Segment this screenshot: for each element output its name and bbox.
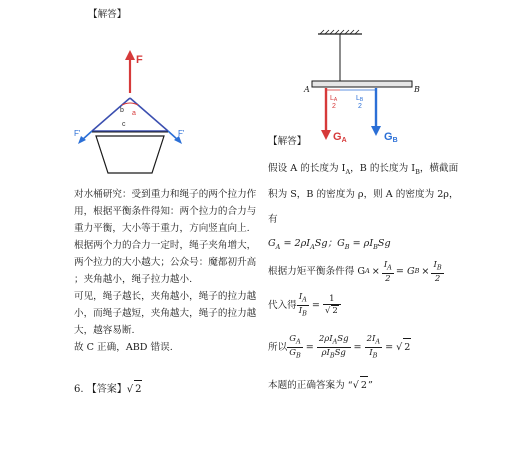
ga-label: GA — [333, 131, 347, 144]
fraction: $\frac{1}{√ 2}$ — [323, 294, 341, 316]
eq-torque: 根据力矩平衡条件得 G A × $\frac{I_A}{2}$ = G B × $\frac{I_B}{2}$ — [268, 260, 442, 284]
left-para1 — [74, 186, 256, 356]
sqrt-sign: √ — [126, 384, 134, 395]
bucket-shape — [96, 136, 164, 173]
fraction: $\frac{I_B}{2}$ — [433, 260, 442, 284]
beam-figure — [300, 28, 430, 148]
left-heading: 【解答】 — [88, 9, 127, 20]
para1-line: 用，根据平衡条件得知：两个拉力的合力与 — [74, 206, 257, 217]
eq-substitute: 代入得 $\frac{I_A}{I_B}$ = $\frac{1}{√ 2}$ — [268, 292, 341, 318]
fraction: $\frac{G_A}{G_B}$ — [289, 334, 301, 360]
la-label: LA — [330, 95, 338, 103]
gb-label: GB — [384, 131, 398, 144]
right-heading: 【解答】 — [268, 136, 307, 147]
angle-c-label: c — [122, 121, 126, 128]
gb-arrowhead — [371, 126, 381, 136]
angle-b-label: b — [120, 107, 124, 114]
ga-arrowhead — [321, 130, 331, 140]
fraction: $\frac{2I_A}{I_B}$ — [366, 334, 381, 360]
para1-line: ；夹角越小，绳子拉力越小. — [74, 274, 193, 285]
la-two: 2 — [332, 103, 336, 110]
eq-gravity: $G_A = 2\rho I_ASg$；$G_B = \rho I_BSg$ — [268, 238, 391, 251]
fraction: $\frac{I_A}{I_B}$ — [298, 292, 307, 318]
angle-a-label: a — [132, 110, 136, 117]
fraction: $\frac{I_A}{2}$ — [383, 260, 392, 284]
final-answer: 本题的正确答案为 “√ 2” — [268, 376, 373, 394]
para2-line: 可见，绳子越长，夹角越小，绳子的拉力越 — [74, 291, 257, 302]
beam-rod — [312, 81, 412, 87]
lb-two: 2 — [358, 103, 362, 110]
para1-line: 两个拉力的大小越大；公众号：魔都初升高 — [74, 257, 257, 268]
beam-label-b: B — [414, 85, 420, 94]
force-fl-label: F' — [74, 129, 81, 138]
conclusion-line: 故 C 正确，ABD 错误. — [74, 342, 173, 353]
force-f-arrowhead — [125, 50, 135, 60]
right-line1: 假设 A 的长度为 $I_A$，B 的长度为 $I_B$，横截面 — [268, 163, 459, 176]
force-f-label: F — [136, 54, 143, 66]
para1-line: 根据两个力的合力一定时，绳子夹角增大， — [74, 240, 257, 251]
right-line2: 积为 S，B 的密度为 ρ，则 A 的密度为 2ρ， — [268, 189, 459, 200]
lb-label: LB — [356, 95, 364, 103]
beam-label-a: A — [304, 85, 310, 94]
para2-line: 小，而绳子越短，夹角越大，绳子的拉力越 — [74, 308, 257, 319]
force-fr-label: F' — [178, 129, 185, 138]
answer-prefix: 6. 【答案】 — [74, 384, 127, 395]
eq-result: 所以 $\frac{G_A}{G_B}$ = $\frac{2\rho I_ASg}{\rho I_BSg}$ = $\frac{2I_A}{I_B}$ = √ 2 — [268, 334, 411, 360]
right-line3: 有 — [268, 214, 278, 225]
answer-line — [74, 380, 142, 398]
para1-line: 对水桶研究：受到重力和绳子的两个拉力作 — [74, 189, 257, 200]
bucket-figure — [70, 28, 200, 178]
para2-line: 大，越容易断. — [74, 325, 135, 336]
para1-line: 重力平衡，大小等于重力，方向竖直向上. — [74, 223, 250, 234]
fraction: $\frac{2\rho I_ASg}{\rho I_BSg}$ — [318, 334, 349, 360]
answer-value: 2 — [134, 380, 142, 398]
